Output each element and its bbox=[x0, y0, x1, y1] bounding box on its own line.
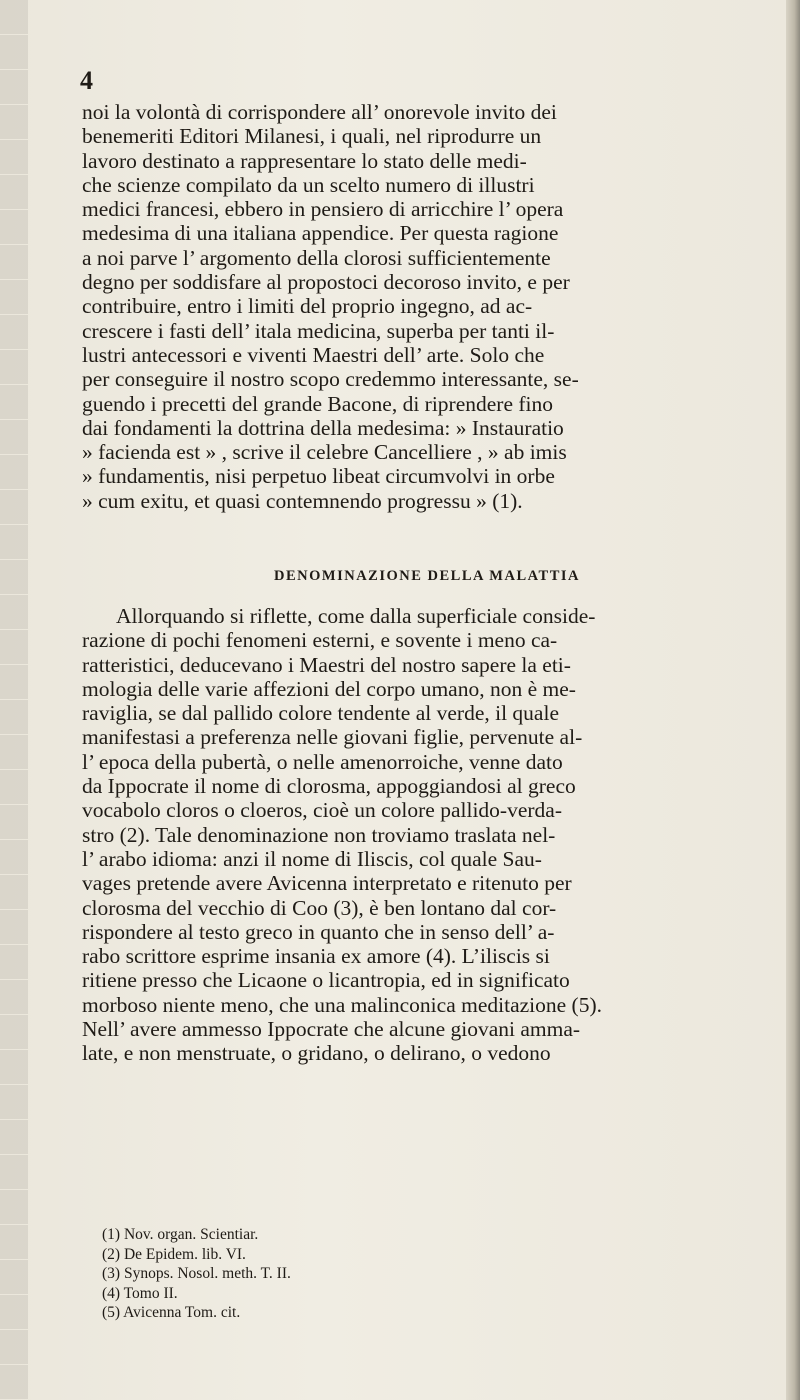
text-line: raviglia, se dal pallido colore tendente al verde, il quale bbox=[82, 701, 559, 726]
text-line: lavoro destinato a rappresentare lo stato delle medi- bbox=[82, 148, 527, 173]
text-line: che scienze compilato da un scelto numero di illustri bbox=[82, 172, 535, 197]
text-line: razione di pochi fenomeni esterni, e sovente i meno ca- bbox=[82, 628, 558, 653]
text-line: » fundamentis, nisi perpetuo libeat circumvolvi in orbe bbox=[82, 464, 555, 489]
footnote: (3) Synops. Nosol. meth. T. II. bbox=[102, 1265, 291, 1283]
text-line: da Ippocrate il nome di clorosma, appoggiandosi al greco bbox=[82, 774, 576, 799]
page-binding-shadow bbox=[786, 0, 800, 1400]
text-line: ritiene presso che Licaone o licantropia, ed in significato bbox=[82, 968, 570, 993]
text-line: clorosma del vecchio di Coo (3), è ben lontano dal cor- bbox=[82, 895, 557, 920]
paragraph-denomination bbox=[82, 604, 772, 1066]
text-line: ratteristici, deducevano i Maestri del nostro sapere la eti- bbox=[82, 652, 571, 677]
text-line: a noi parve l’ argomento della clorosi sufficientemente bbox=[82, 245, 551, 270]
text-line: rabo scrittore esprime insania ex amore (4). L’iliscis si bbox=[82, 944, 550, 969]
text-line: contribuire, entro i limiti del proprio ingegno, ad ac- bbox=[82, 294, 533, 319]
text-line: » cum exitu, et quasi contemnendo progressu » (1). bbox=[82, 488, 523, 513]
text-line: vages pretende avere Avicenna interpretato e ritenuto per bbox=[82, 871, 572, 896]
text-line: per conseguire il nostro scopo credemmo interessante, se- bbox=[82, 367, 579, 392]
text-line: medesima di una italiana appendice. Per questa ragione bbox=[82, 221, 559, 246]
footnote: (4) Tomo II. bbox=[102, 1284, 178, 1302]
text-line: crescere i fasti dell’ itala medicina, superba per tanti il- bbox=[82, 318, 555, 343]
footnote: (2) De Epidem. lib. VI. bbox=[102, 1245, 246, 1263]
text-line: stro (2). Tale denominazione non troviamo traslata nel- bbox=[82, 822, 556, 847]
text-line: degno per soddisfare al propostoci decoroso invito, e per bbox=[82, 270, 570, 295]
adjacent-page-edge bbox=[0, 0, 28, 1400]
text-line: Allorquando si riflette, come dalla superficiale conside- bbox=[116, 604, 596, 628]
text-line: benemeriti Editori Milanesi, i quali, nel riprodurre un bbox=[82, 124, 542, 149]
text-line: medici francesi, ebbero in pensiero di arricchire l’ opera bbox=[82, 197, 564, 222]
text-line: manifestasi a preferenza nelle giovani figlie, pervenute al- bbox=[82, 725, 583, 750]
section-heading: DENOMINAZIONE DELLA MALATTIA bbox=[274, 568, 580, 584]
text-line: rispondere al testo greco in quanto che in senso dell’ a- bbox=[82, 919, 555, 944]
page-number: 4 bbox=[80, 66, 93, 95]
text-line: mologia delle varie affezioni del corpo umano, non è me- bbox=[82, 676, 576, 701]
footnotes bbox=[102, 1225, 702, 1323]
text-line: l’ epoca della pubertà, o nelle amenorroiche, venne dato bbox=[82, 749, 563, 774]
text-line: noi la volontà di corrispondere all’ onorevole invito dei bbox=[82, 100, 557, 124]
text-line: l’ arabo idioma: anzi il nome di Iliscis, col quale Sau- bbox=[82, 846, 542, 871]
text-line: Nell’ avere ammesso Ippocrate che alcune giovani amma- bbox=[82, 1017, 581, 1042]
footnote: (5) Avicenna Tom. cit. bbox=[102, 1304, 241, 1322]
footnote: (1) Nov. organ. Scientiar. bbox=[102, 1226, 259, 1243]
text-line: guendo i precetti del grande Bacone, di riprendere fino bbox=[82, 391, 554, 416]
text-line: » facienda est » , scrive il celebre Cancelliere , » ab imis bbox=[82, 440, 567, 465]
text-line: vocabolo cloros o cloeros, cioè un colore pallido-verda- bbox=[82, 798, 562, 823]
text-line: lustri antecessori e viventi Maestri dell’ arte. Solo che bbox=[82, 342, 545, 367]
text-line: morboso niente meno, che una malinconica meditazione (5). bbox=[82, 992, 602, 1017]
text-line: late, e non menstruate, o gridano, o delirano, o vedono bbox=[82, 1041, 551, 1066]
text-line: dai fondamenti la dottrina della medesima: » Instauratio bbox=[82, 415, 564, 440]
paragraph-intro bbox=[82, 100, 772, 513]
